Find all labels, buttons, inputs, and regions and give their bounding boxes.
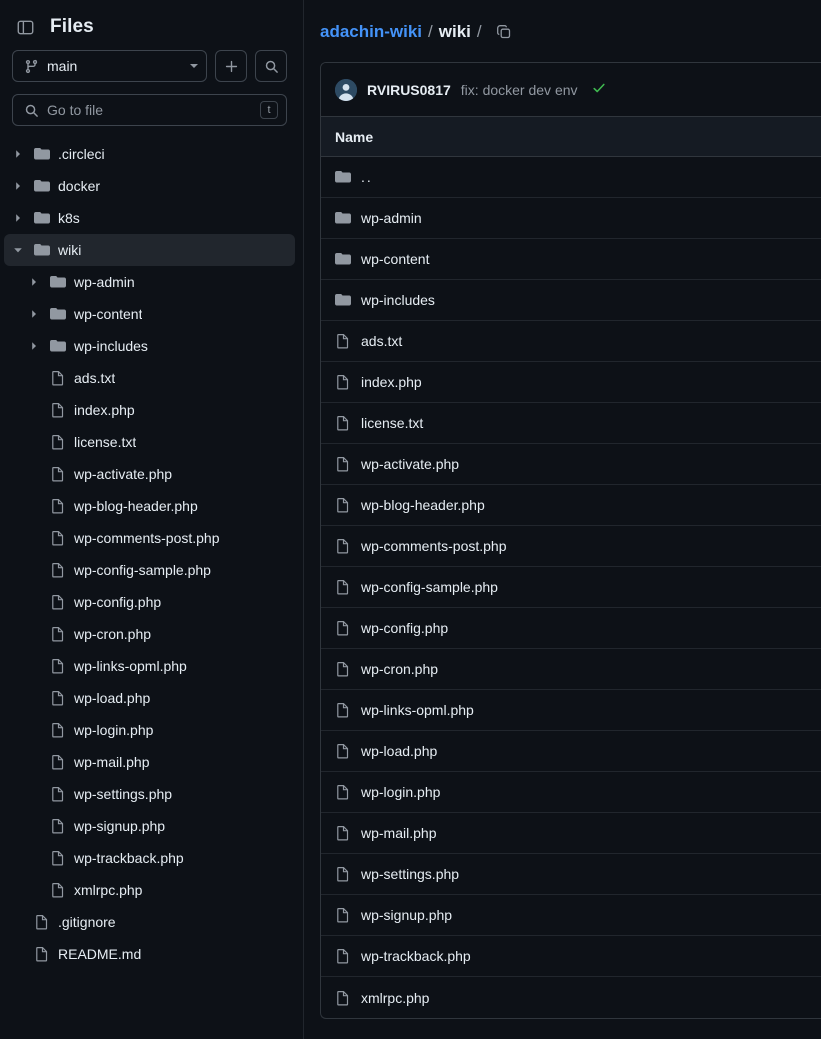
- breadcrumb: [304, 0, 821, 62]
- tree-item-wp-load-php[interactable]: [4, 682, 295, 714]
- tree-item-ads-txt[interactable]: [4, 362, 295, 394]
- folder-icon: [34, 178, 50, 194]
- file-icon: [335, 497, 351, 513]
- directory-listing: [320, 62, 821, 1019]
- folder-icon: [335, 169, 351, 185]
- tree-item-label: wp-signup.php: [74, 818, 166, 834]
- table-row[interactable]: [321, 608, 821, 649]
- add-file-button[interactable]: [215, 50, 247, 82]
- file-icon: [50, 722, 66, 738]
- sidebar-header: [0, 0, 303, 50]
- search-placeholder: Go to file: [47, 102, 104, 118]
- branch-selector[interactable]: [12, 50, 207, 82]
- tree-item-label: docker: [58, 178, 101, 194]
- tree-item-k8s[interactable]: [4, 202, 295, 234]
- file-icon: [335, 743, 351, 759]
- tree-item-wp-config-php[interactable]: [4, 586, 295, 618]
- check-icon[interactable]: [592, 81, 606, 98]
- table-row[interactable]: [321, 239, 821, 280]
- commit-author[interactable]: RVIRUS0817: [367, 81, 451, 98]
- folder-icon: [50, 306, 66, 322]
- tree-item-wp-settings-php[interactable]: [4, 778, 295, 810]
- table-row[interactable]: [321, 485, 821, 526]
- file-icon: [335, 825, 351, 841]
- folder-icon: [50, 338, 66, 354]
- file-icon: [335, 333, 351, 349]
- file-name: wp-login.php: [361, 784, 441, 800]
- breadcrumb-separator: /: [428, 22, 433, 41]
- twisty-spacer: [26, 402, 42, 418]
- tree-item-wiki[interactable]: [4, 234, 295, 266]
- tree-item-wp-activate-php[interactable]: [4, 458, 295, 490]
- file-icon: [335, 415, 351, 431]
- tree-item-wp-signup-php[interactable]: [4, 810, 295, 842]
- twisty-spacer: [26, 370, 42, 386]
- file-name: index.php: [361, 374, 422, 390]
- tree-item-xmlrpc-php[interactable]: [4, 874, 295, 906]
- table-row[interactable]: [321, 936, 821, 977]
- file-icon: [335, 907, 351, 923]
- tree-item-wp-mail-php[interactable]: [4, 746, 295, 778]
- chevron-right-icon[interactable]: [10, 210, 26, 226]
- tree-item-label: wp-load.php: [74, 690, 151, 706]
- twisty-spacer: [10, 946, 26, 962]
- tree-item-wp-login-php[interactable]: [4, 714, 295, 746]
- table-row[interactable]: [321, 731, 821, 772]
- tree-item-readme-md[interactable]: [4, 938, 295, 970]
- file-icon: [335, 702, 351, 718]
- file-icon: [50, 754, 66, 770]
- file-icon: [34, 946, 50, 962]
- table-row[interactable]: [321, 895, 821, 936]
- twisty-spacer: [26, 434, 42, 450]
- file-icon: [335, 579, 351, 595]
- main-content: [304, 0, 821, 1039]
- file-explorer-sidebar: [0, 0, 304, 1039]
- branch-row: [0, 50, 303, 82]
- file-icon: [34, 914, 50, 930]
- tree-item-wp-includes[interactable]: [4, 330, 295, 362]
- file-icon: [50, 594, 66, 610]
- file-name: wp-admin: [361, 210, 422, 226]
- tree-item-wp-admin[interactable]: [4, 266, 295, 298]
- table-row[interactable]: [321, 157, 821, 198]
- file-icon: [335, 990, 351, 1006]
- branch-name: main: [47, 58, 78, 74]
- tree-item-label: wp-cron.php: [74, 626, 152, 642]
- table-row[interactable]: [321, 362, 821, 403]
- file-icon: [50, 786, 66, 802]
- tree-item-label: wp-includes: [74, 338, 148, 354]
- file-icon: [335, 620, 351, 636]
- file-icon: [50, 626, 66, 642]
- chevron-down-icon[interactable]: [10, 242, 26, 258]
- tree-item-label: wp-trackback.php: [74, 850, 184, 866]
- search-shortcut-key: t: [260, 101, 278, 119]
- table-row[interactable]: [321, 649, 821, 690]
- file-name: ..: [361, 169, 373, 185]
- tree-item-label: wp-blog-header.php: [74, 498, 198, 514]
- tree-item-wp-trackback-php[interactable]: [4, 842, 295, 874]
- table-row[interactable]: [321, 567, 821, 608]
- file-icon: [50, 434, 66, 450]
- file-icon: [335, 456, 351, 472]
- twisty-spacer: [26, 626, 42, 642]
- file-name: wp-settings.php: [361, 866, 460, 882]
- file-name: wp-config.php: [361, 620, 449, 636]
- file-icon: [50, 466, 66, 482]
- twisty-spacer: [26, 530, 42, 546]
- twisty-spacer: [26, 882, 42, 898]
- folder-icon: [335, 210, 351, 226]
- file-icon: [335, 374, 351, 390]
- tree-item-label: xmlrpc.php: [74, 882, 143, 898]
- tree-item-label: wp-config.php: [74, 594, 162, 610]
- file-name: license.txt: [361, 415, 424, 431]
- table-row[interactable]: [321, 977, 821, 1018]
- file-name: wp-signup.php: [361, 907, 453, 923]
- tree-item-docker[interactable]: [4, 170, 295, 202]
- tree-item-label: wp-settings.php: [74, 786, 173, 802]
- tree-item-label: wp-content: [74, 306, 143, 322]
- file-icon: [50, 882, 66, 898]
- file-name: wp-links-opml.php: [361, 702, 474, 718]
- tree-item-label: wp-comments-post.php: [74, 530, 220, 546]
- file-icon: [335, 948, 351, 964]
- tree-item-label: wp-config-sample.php: [74, 562, 211, 578]
- table-header: [321, 117, 821, 157]
- file-icon: [335, 866, 351, 882]
- table-row[interactable]: [321, 321, 821, 362]
- file-name: wp-comments-post.php: [361, 538, 507, 554]
- sidebar-search-button[interactable]: [255, 50, 287, 82]
- chevron-right-icon[interactable]: [26, 338, 42, 354]
- tree-item-label: wp-login.php: [74, 722, 154, 738]
- twisty-spacer: [26, 722, 42, 738]
- twisty-spacer: [26, 658, 42, 674]
- sidebar-panel-icon[interactable]: [12, 14, 38, 40]
- table-row[interactable]: [321, 813, 821, 854]
- file-name: wp-blog-header.php: [361, 497, 485, 513]
- search-icon: [23, 102, 39, 118]
- table-row[interactable]: [321, 690, 821, 731]
- twisty-spacer: [26, 498, 42, 514]
- file-name: wp-trackback.php: [361, 948, 471, 964]
- table-row[interactable]: [321, 444, 821, 485]
- table-row[interactable]: [321, 198, 821, 239]
- twisty-spacer: [26, 818, 42, 834]
- folder-icon: [50, 274, 66, 290]
- twisty-spacer: [26, 754, 42, 770]
- table-row[interactable]: [321, 854, 821, 895]
- tree-item-label: .circleci: [58, 146, 105, 162]
- breadcrumb-current: wiki: [438, 22, 471, 41]
- folder-icon: [335, 292, 351, 308]
- folder-icon: [34, 146, 50, 162]
- tree-item-label: README.md: [58, 946, 142, 962]
- twisty-spacer: [26, 690, 42, 706]
- file-icon: [50, 402, 66, 418]
- tree-item-label: wp-links-opml.php: [74, 658, 187, 674]
- page-title: Files: [50, 16, 94, 37]
- chevron-right-icon[interactable]: [10, 146, 26, 162]
- git-branch-icon: [23, 58, 39, 74]
- folder-icon: [335, 251, 351, 267]
- tree-item-label: license.txt: [74, 434, 137, 450]
- twisty-spacer: [26, 786, 42, 802]
- file-name: wp-activate.php: [361, 456, 460, 472]
- twisty-spacer: [26, 466, 42, 482]
- breadcrumb-separator-2: /: [476, 22, 482, 41]
- file-name: ads.txt: [361, 333, 403, 349]
- folder-icon: [34, 210, 50, 226]
- tree-item-wp-content[interactable]: [4, 298, 295, 330]
- tree-item-label: .gitignore: [58, 914, 116, 930]
- tree-item-wp-config-sample-php[interactable]: [4, 554, 295, 586]
- commit-message[interactable]: fix: docker dev env: [460, 81, 578, 98]
- chevron-down-icon: [190, 64, 198, 68]
- tree-item-label: index.php: [74, 402, 135, 418]
- chevron-right-icon[interactable]: [10, 178, 26, 194]
- file-icon: [335, 784, 351, 800]
- avatar[interactable]: [335, 79, 357, 101]
- tree-item-label: k8s: [58, 210, 80, 226]
- copy-path-icon[interactable]: [490, 18, 518, 46]
- file-name: xmlrpc.php: [361, 989, 430, 1006]
- chevron-right-icon[interactable]: [26, 274, 42, 290]
- tree-item-circleci[interactable]: [4, 138, 295, 170]
- file-icon: [50, 498, 66, 514]
- file-icon: [335, 538, 351, 554]
- file-icon: [50, 818, 66, 834]
- tree-item-wp-links-opml-php[interactable]: [4, 650, 295, 682]
- file-name: wp-mail.php: [361, 825, 437, 841]
- table-row[interactable]: [321, 280, 821, 321]
- tree-item-label: ads.txt: [74, 370, 116, 386]
- file-list: [321, 157, 821, 1018]
- tree-item-label: wp-activate.php: [74, 466, 173, 482]
- file-name: wp-config-sample.php: [361, 579, 498, 595]
- tree-item-wp-comments-post-php[interactable]: [4, 522, 295, 554]
- file-name: wp-cron.php: [361, 661, 439, 677]
- table-row[interactable]: [321, 526, 821, 567]
- latest-commit-bar: [321, 63, 821, 117]
- file-icon: [50, 850, 66, 866]
- file-icon: [50, 658, 66, 674]
- file-name: wp-includes: [361, 292, 435, 308]
- tree-item-wp-blog-header-php[interactable]: [4, 490, 295, 522]
- file-icon: [50, 370, 66, 386]
- tree-item-gitignore[interactable]: [4, 906, 295, 938]
- file-icon: [50, 690, 66, 706]
- folder-icon: [34, 242, 50, 258]
- tree-item-index-php[interactable]: [4, 394, 295, 426]
- twisty-spacer: [26, 594, 42, 610]
- breadcrumb-repo-link[interactable]: adachin-wiki: [320, 22, 423, 41]
- tree-item-license-txt[interactable]: [4, 426, 295, 458]
- file-name: wp-load.php: [361, 743, 438, 759]
- tree-item-label: wp-admin: [74, 274, 135, 290]
- search-input[interactable]: [12, 94, 287, 126]
- file-icon: [50, 562, 66, 578]
- tree-item-label: wp-mail.php: [74, 754, 150, 770]
- table-row[interactable]: [321, 403, 821, 444]
- twisty-spacer: [26, 562, 42, 578]
- column-header-name: Name: [335, 128, 374, 145]
- file-name: wp-content: [361, 251, 430, 267]
- table-row[interactable]: [321, 772, 821, 813]
- tree-item-wp-cron-php[interactable]: [4, 618, 295, 650]
- twisty-spacer: [10, 914, 26, 930]
- file-icon: [335, 661, 351, 677]
- chevron-right-icon[interactable]: [26, 306, 42, 322]
- twisty-spacer: [26, 850, 42, 866]
- file-icon: [50, 530, 66, 546]
- file-tree: [0, 134, 303, 1039]
- tree-item-label: wiki: [58, 242, 82, 258]
